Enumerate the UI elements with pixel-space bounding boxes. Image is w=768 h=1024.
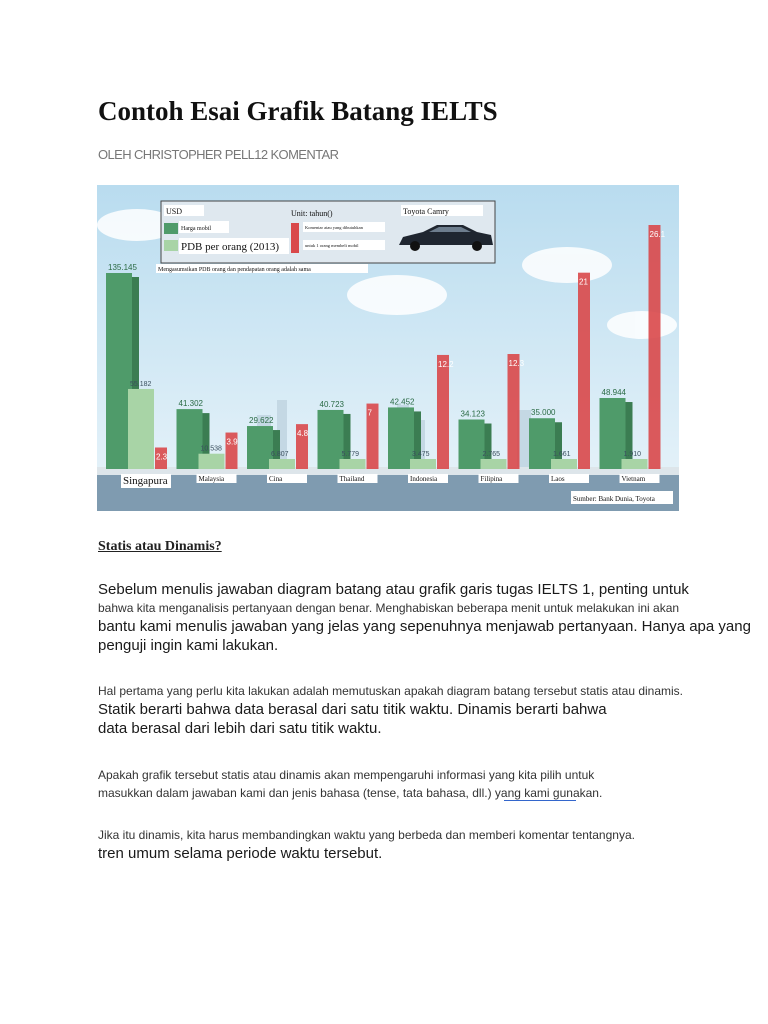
legend-green-swatch — [164, 223, 178, 234]
paragraph-line: data berasal dari lebih dari satu titik waktu. — [98, 720, 382, 737]
legend-car-model: Toyota Camry — [403, 207, 449, 216]
chart-source: Sumber: Bank Dunia, Toyota — [573, 495, 655, 503]
bar-car-price — [600, 398, 626, 469]
data-label-years: 3.9 — [226, 437, 238, 447]
data-label-gdp: 2.765 — [482, 451, 501, 458]
bar-gdp — [340, 459, 366, 469]
bar-gdp — [128, 389, 154, 469]
category-label: Laos — [551, 475, 565, 483]
data-label-years: 7 — [367, 408, 372, 418]
paragraph-line: Apakah grafik tersebut statis atau dinamis akan mempengaruhi informasi yang kita pilih untuk — [98, 768, 595, 782]
section-heading: Statis atau Dinamis? — [98, 539, 222, 554]
bar-gdp — [199, 454, 225, 469]
category-label: Indonesia — [410, 475, 438, 483]
bar-chart — [97, 185, 679, 511]
data-label-gdp: 3.475 — [412, 451, 430, 458]
legend-red-desc-2: untuk 1 orang membeli mobil — [305, 243, 359, 248]
legend-lightgreen-swatch — [164, 240, 178, 251]
legend-car-price: Harga mobil — [181, 226, 212, 232]
article-byline: OLEH CHRISTOPHER PELL12 KOMENTAR — [98, 147, 339, 162]
data-label-years: 12.2 — [438, 359, 454, 369]
data-label-car-price: 48.944 — [601, 388, 626, 398]
bar-years — [578, 273, 590, 469]
legend-red-swatch — [291, 223, 299, 253]
bar-gdp — [481, 459, 507, 469]
paragraph-line: Sebelum menulis jawaban diagram batang atau grafik garis tugas IELTS 1, penting untuk — [98, 581, 689, 598]
data-label-car-price: 40.723 — [319, 399, 344, 409]
paragraph-line: Jika itu dinamis, kita harus membandingkan waktu yang berbeda dan memberi komentar tentangnya. — [98, 828, 635, 842]
data-label-car-price: 29.622 — [249, 416, 274, 426]
paragraph-4 — [98, 826, 635, 863]
bar-years — [649, 225, 661, 469]
paragraph-line: bantu kami menulis jawaban yang jelas yang sepenuhnya menjawab pertanyaan. Hanya apa yang — [98, 618, 751, 635]
paragraph-line: tren umum selama periode waktu tersebut. — [98, 845, 383, 862]
paragraph-2 — [98, 682, 683, 738]
chart-note: Mengasumsikan PDB orang dan pendapatan orang adalah sama — [158, 267, 311, 273]
data-label-years: 26.1 — [649, 230, 666, 239]
data-label-years: 21 — [579, 277, 588, 287]
category-label: Thailand — [339, 475, 365, 483]
legend-unit: Unit: tahun() — [291, 209, 333, 218]
paragraph-1 — [98, 580, 751, 655]
paragraph-line: masukkan dalam jawaban kami dan jenis bahasa (tense, tata bahasa, dll.) yang kami gunakan. — [98, 786, 603, 800]
bar-car-price-side — [626, 402, 633, 469]
data-label-years: 4.8 — [297, 429, 309, 439]
data-label-car-price: 42.452 — [390, 397, 415, 407]
data-label-gdp: 1.661 — [553, 451, 571, 458]
category-label: Malaysia — [198, 475, 225, 483]
legend-usd: USD — [166, 207, 183, 216]
data-label-gdp: 1.910 — [623, 451, 642, 458]
data-label-car-price: 135.145 — [108, 263, 137, 272]
category-label: Filipina — [480, 475, 503, 483]
data-label-years: 2.3 — [156, 452, 168, 462]
bar-years — [437, 355, 449, 469]
paragraph-line: penguji ingin kami lakukan. — [98, 637, 279, 654]
bar-years — [508, 354, 520, 469]
paragraph-line: bahwa kita menganalisis pertanyaan dengan benar. Menghabiskan beberapa menit untuk melakukan ini akan — [98, 601, 680, 615]
data-label-car-price: 35.000 — [531, 408, 556, 418]
data-label-car-price: 34.123 — [460, 409, 485, 419]
link-underline[interactable] — [504, 800, 576, 801]
data-label-gdp: 5.779 — [341, 451, 360, 458]
bar-gdp — [410, 459, 436, 469]
paragraph-3 — [98, 766, 602, 802]
category-label: Vietnam — [621, 475, 646, 483]
data-label-gdp: 55.182 — [130, 380, 152, 388]
bar-gdp — [269, 459, 295, 469]
bar-gdp — [622, 459, 648, 469]
paragraph-line: Hal pertama yang perlu kita lakukan adalah memutuskan apakah diagram batang tersebut statis atau dinamis. — [98, 684, 684, 698]
paragraph-line: Statik berarti bahwa data berasal dari satu titik waktu. Dinamis berarti bahwa — [98, 701, 607, 718]
data-label-years: 12.3 — [508, 359, 525, 369]
bar-gdp — [551, 459, 577, 469]
article-title: Contoh Esai Grafik Batang IELTS — [98, 96, 498, 126]
data-label-car-price: 41.302 — [178, 399, 203, 409]
legend-gdp: PDB per orang (2013) — [181, 241, 280, 253]
data-label-gdp: 6.807 — [271, 451, 289, 458]
category-label: Cina — [269, 475, 283, 483]
category-label: Singapura — [123, 475, 168, 487]
data-label-gdp: 10.538 — [200, 445, 222, 453]
legend-red-desc-1: Komentar atau yang dibutuhkan — [305, 225, 363, 230]
